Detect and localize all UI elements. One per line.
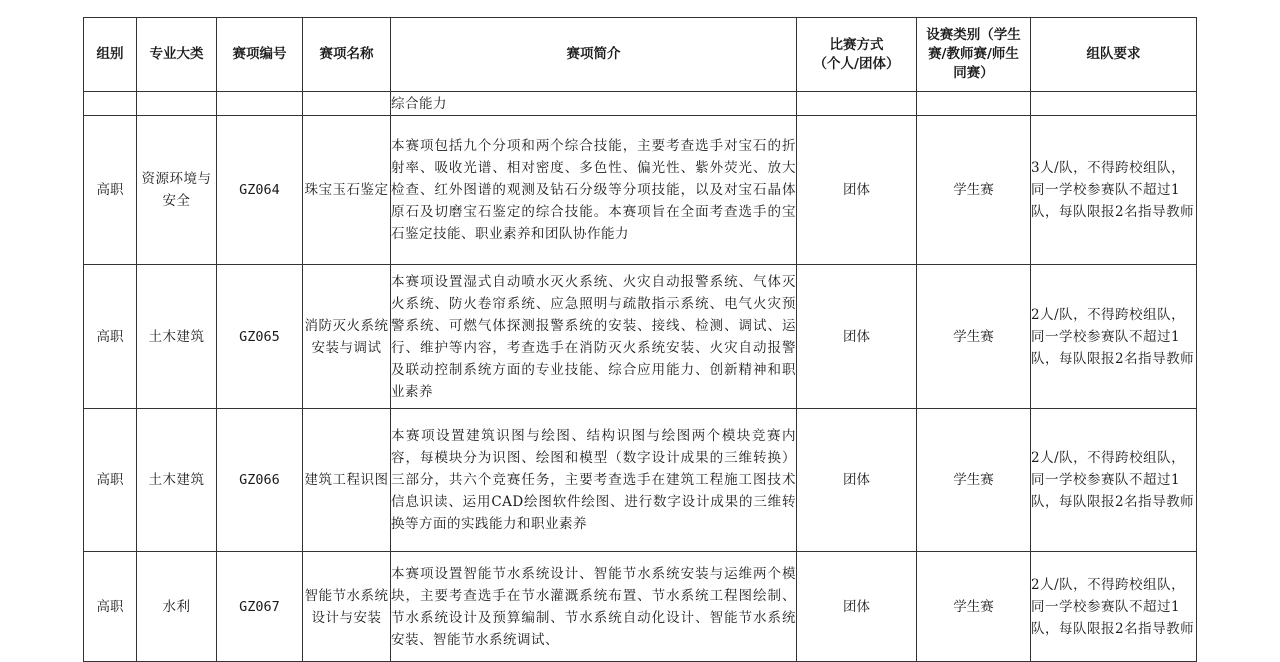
header-team: 组队要求 — [1031, 18, 1197, 92]
row-mode: 团体 — [797, 265, 917, 409]
header-type: 设赛类别（学生赛/教师赛/师生同赛） — [917, 18, 1031, 92]
header-mode: 比赛方式 （个人/团体） — [797, 18, 917, 92]
row-type: 学生赛 — [917, 409, 1031, 552]
row-team: 2人/队，不得跨校组队，同一学校参赛队不超过1队，每队限报2名指导教师 — [1031, 409, 1197, 552]
row-mode: 团体 — [797, 116, 917, 265]
header-category: 专业大类 — [137, 18, 217, 92]
cont-type — [917, 92, 1031, 116]
row-group: 高职 — [84, 265, 137, 409]
row-name: 珠宝玉石鉴定 — [303, 116, 391, 265]
row-type: 学生赛 — [917, 116, 1031, 265]
row-intro: 本赛项设置湿式自动喷水灭火系统、火灾自动报警系统、气体灭火系统、防火卷帘系统、应急照明与疏散指示系统、电气火灾预警系统、可燃气体探测报警系统的安装、接线、检测、调试、运行、维护等内容，考查选手在消防灭火系统安装、火灾自动报警及联动控制系统方面的专业技能、综合应用能力、创新精神和职业素养 — [391, 265, 797, 409]
row-category: 资源环境与安全 — [137, 116, 217, 265]
continuation-row — [84, 92, 1197, 116]
row-type: 学生赛 — [917, 552, 1031, 662]
row-category: 土木建筑 — [137, 265, 217, 409]
row-intro: 本赛项包括九个分项和两个综合技能，主要考查选手对宝石的折射率、吸收光谱、相对密度、多色性、偏光性、紫外荧光、放大检查、红外图谱的观测及钻石分级等分项技能，以及对宝石晶体原石及切磨宝石鉴定的综合技能。本赛项旨在全面考查选手的宝石鉴定技能、职业素养和团队协作能力 — [391, 116, 797, 265]
competition-table — [83, 17, 1197, 662]
row-team: 3人/队，不得跨校组队，同一学校参赛队不超过1队，每队限报2名指导教师 — [1031, 116, 1197, 265]
row-name: 建筑工程识图 — [303, 409, 391, 552]
row-team: 2人/队，不得跨校组队，同一学校参赛队不超过1队，每队限报2名指导教师 — [1031, 265, 1197, 409]
cont-name — [303, 92, 391, 116]
table-row — [84, 265, 1197, 409]
row-name: 智能节水系统设计与安装 — [303, 552, 391, 662]
row-code: GZ065 — [217, 265, 303, 409]
header-code: 赛项编号 — [217, 18, 303, 92]
row-code: GZ064 — [217, 116, 303, 265]
row-code: GZ067 — [217, 552, 303, 662]
cont-team — [1031, 92, 1197, 116]
row-category: 土木建筑 — [137, 409, 217, 552]
header-row — [84, 18, 1197, 92]
row-name: 消防灭火系统安装与调试 — [303, 265, 391, 409]
cont-group — [84, 92, 137, 116]
row-mode: 团体 — [797, 409, 917, 552]
row-type: 学生赛 — [917, 265, 1031, 409]
cont-intro: 综合能力 — [391, 92, 797, 116]
row-group: 高职 — [84, 409, 137, 552]
row-intro: 本赛项设置智能节水系统设计、智能节水系统安装与运维两个模块，主要考查选手在节水灌溉系统布置、节水系统工程图绘制、节水系统设计及预算编制、节水系统自动化设计、智能节水系统安装、智能节水系统调试、 — [391, 552, 797, 662]
row-group: 高职 — [84, 116, 137, 265]
row-code: GZ066 — [217, 409, 303, 552]
table-row — [84, 552, 1197, 662]
table-row — [84, 116, 1197, 265]
header-group: 组别 — [84, 18, 137, 92]
row-intro: 本赛项设置建筑识图与绘图、结构识图与绘图两个模块竞赛内容，每模块分为识图、绘图和模型（数字设计成果的三维转换）三部分，共六个竞赛任务，主要考查选手在建筑工程施工图技术信息识读、运用CAD绘图软件绘图、进行数字设计成果的三维转换等方面的实践能力和职业素养 — [391, 409, 797, 552]
row-mode: 团体 — [797, 552, 917, 662]
cont-category — [137, 92, 217, 116]
row-group: 高职 — [84, 552, 137, 662]
header-intro: 赛项简介 — [391, 18, 797, 92]
row-team: 2人/队，不得跨校组队，同一学校参赛队不超过1队，每队限报2名指导教师 — [1031, 552, 1197, 662]
cont-code — [217, 92, 303, 116]
row-category: 水利 — [137, 552, 217, 662]
header-name: 赛项名称 — [303, 18, 391, 92]
cont-mode — [797, 92, 917, 116]
table-row — [84, 409, 1197, 552]
